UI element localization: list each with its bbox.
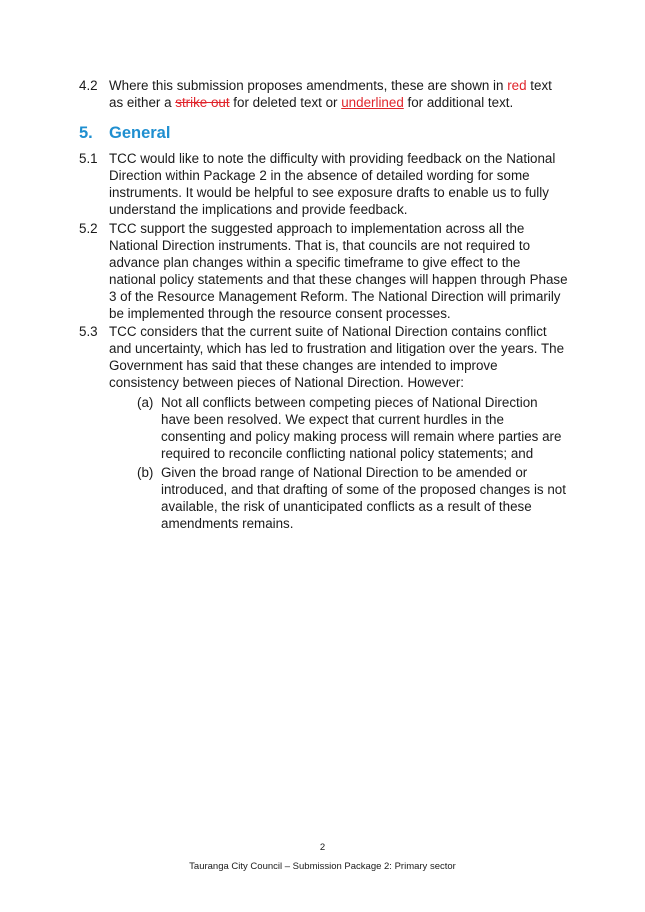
paragraph-4-2 [79, 77, 569, 111]
paragraph-number: 5.3 [79, 324, 98, 339]
sub-item-marker: (a) [137, 395, 154, 410]
section-heading [79, 123, 170, 143]
text-segment: for additional text. [403, 95, 514, 110]
section-title: General [109, 124, 171, 142]
section-number: 5. [79, 124, 93, 142]
paragraph-text [109, 77, 569, 111]
paragraph-text: TCC considers that the current suite of National Direction contains conflict and uncertainty, which has led to frustration and litigation over the years. The Government has said that these changes are intended to improve consistency between pieces of National Direction. However: [109, 324, 565, 390]
red-text-example: red [507, 78, 527, 93]
paragraph-number: 5.2 [79, 221, 98, 236]
sub-item-a [137, 394, 567, 462]
paragraph-5-2 [79, 220, 569, 322]
text-segment: text as either a [109, 78, 552, 110]
paragraph-number: 4.2 [79, 78, 98, 93]
text-segment: for deleted text or [229, 95, 342, 110]
page-footer: Tauranga City Council – Submission Package 2: Primary sector [189, 861, 456, 872]
sub-item-b [137, 464, 567, 532]
paragraph-number: 5.1 [79, 151, 98, 166]
sub-item-marker: (b) [137, 465, 154, 480]
underlined-example: underlined [341, 95, 404, 110]
strike-out-example: strike out [175, 95, 230, 110]
page-number: 2 [319, 842, 326, 853]
paragraph-5-1 [79, 150, 569, 218]
sub-item-text: Not all conflicts between competing pieces of National Direction have been resolved. We expect that current hurdles in the consenting and policy making process will remain where parties are required to reconcile conflicting national policy statements; and [161, 395, 562, 461]
paragraph-text: TCC would like to note the difficulty with providing feedback on the National Direction within Package 2 in the absence of detailed wording for some instruments. It would be helpful to see exposure drafts to enable us to fully understand the implications and provide feedback. [109, 151, 556, 217]
paragraph-5-3 [79, 323, 569, 391]
sub-item-text: Given the broad range of National Direction to be amended or introduced, and that drafting of some of the proposed changes is not available, the risk of unanticipated conflicts as a result of these amendments remains. [161, 465, 566, 531]
paragraph-text: TCC support the suggested approach to implementation across all the National Direction instruments. That is, that councils are not required to advance plan changes within a specific timeframe to give effect to the national policy statements and that these changes will happen through Phase 3 of the Resource Management Reform. The National Direction will primarily be implemented through the resource consent processes. [109, 221, 568, 321]
text-segment: Where this submission proposes amendments, these are shown in [109, 78, 508, 93]
